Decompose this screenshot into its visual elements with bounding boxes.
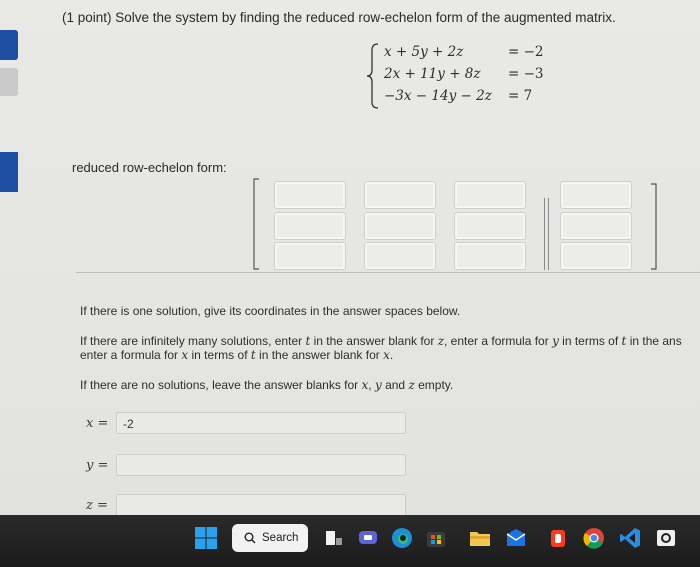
instruction-no-solution: If there are no solutions, leave the answer blanks for x, y and z empty. — [80, 378, 454, 392]
augment-divider — [544, 198, 546, 270]
z-answer-label: z = — [86, 498, 108, 513]
equation-rhs: = −3 — [508, 66, 544, 82]
matrix-cell-r3c4[interactable] — [560, 242, 632, 270]
matrix-cell-r2c1[interactable] — [274, 212, 346, 240]
sidebar-tab-active[interactable] — [0, 30, 18, 60]
equation-row — [384, 44, 564, 64]
equation-lhs: −3x − 14y − 2z — [384, 88, 492, 104]
matrix-cell-r1c2[interactable] — [364, 181, 436, 209]
rref-matrix — [252, 178, 660, 270]
matrix-cell-r2c2[interactable] — [364, 212, 436, 240]
y-answer-label: y = — [86, 458, 109, 473]
matrix-cell-r2c3[interactable] — [454, 212, 526, 240]
search-label: Search — [262, 532, 299, 544]
left-brace-icon — [366, 42, 380, 110]
equation-rhs: = 7 — [508, 88, 533, 104]
taskbar — [0, 515, 700, 567]
search-icon — [244, 532, 256, 544]
windows-start-icon[interactable] — [194, 526, 218, 550]
vscode-icon[interactable] — [618, 526, 642, 550]
sidebar-tab[interactable] — [0, 68, 18, 96]
matrix-cell-r3c2[interactable] — [364, 242, 436, 270]
y-answer-input[interactable] — [116, 454, 406, 476]
edge-icon[interactable] — [390, 526, 414, 550]
matrix-cell-r1c3[interactable] — [454, 181, 526, 209]
terminal-icon[interactable] — [654, 526, 678, 550]
equation-lhs: x + 5y + 2z — [384, 44, 464, 60]
x-answer-label: x = — [86, 416, 109, 431]
problem-title: (1 point) Solve the system by finding the reduced row-echelon form of the augmented matrix. — [62, 10, 616, 25]
equation-rhs: = −2 — [508, 44, 544, 60]
matrix-cell-r2c4[interactable] — [560, 212, 632, 240]
x-answer-input[interactable]: -2 — [116, 412, 406, 434]
left-bracket-icon — [252, 178, 260, 270]
equation-system — [366, 42, 566, 112]
app-icon[interactable] — [546, 526, 570, 550]
mail-icon[interactable] — [504, 526, 528, 550]
sidebar-tab-active[interactable] — [0, 152, 18, 192]
instruction-infinite-line2: enter a formula for x in terms of t in the answer blank for x. — [80, 348, 394, 362]
instruction-one-solution: If there is one solution, give its coordinates in the answer spaces below. — [80, 304, 461, 318]
taskbar-search-button[interactable] — [232, 524, 308, 552]
matrix-cell-r1c1[interactable] — [274, 181, 346, 209]
equation-row — [384, 66, 564, 86]
instruction-infinite-line1: If there are infinitely many solutions, enter t in the answer blank for z, enter a formula for y in terms of t in the ans — [80, 334, 682, 348]
rref-label: reduced row-echelon form: — [72, 160, 227, 175]
task-view-icon[interactable] — [322, 526, 346, 550]
chat-icon[interactable] — [356, 526, 380, 550]
equation-lhs: 2x + 11y + 8z — [384, 66, 481, 82]
matrix-cell-r1c4[interactable] — [560, 181, 632, 209]
matrix-cell-r3c1[interactable] — [274, 242, 346, 270]
chrome-icon[interactable] — [582, 526, 606, 550]
right-bracket-icon — [650, 178, 658, 270]
section-divider — [76, 272, 700, 273]
file-explorer-icon[interactable] — [468, 526, 492, 550]
equation-row — [384, 88, 564, 108]
matrix-cell-r3c3[interactable] — [454, 242, 526, 270]
store-icon[interactable] — [424, 526, 448, 550]
z-answer-input[interactable] — [116, 494, 406, 516]
